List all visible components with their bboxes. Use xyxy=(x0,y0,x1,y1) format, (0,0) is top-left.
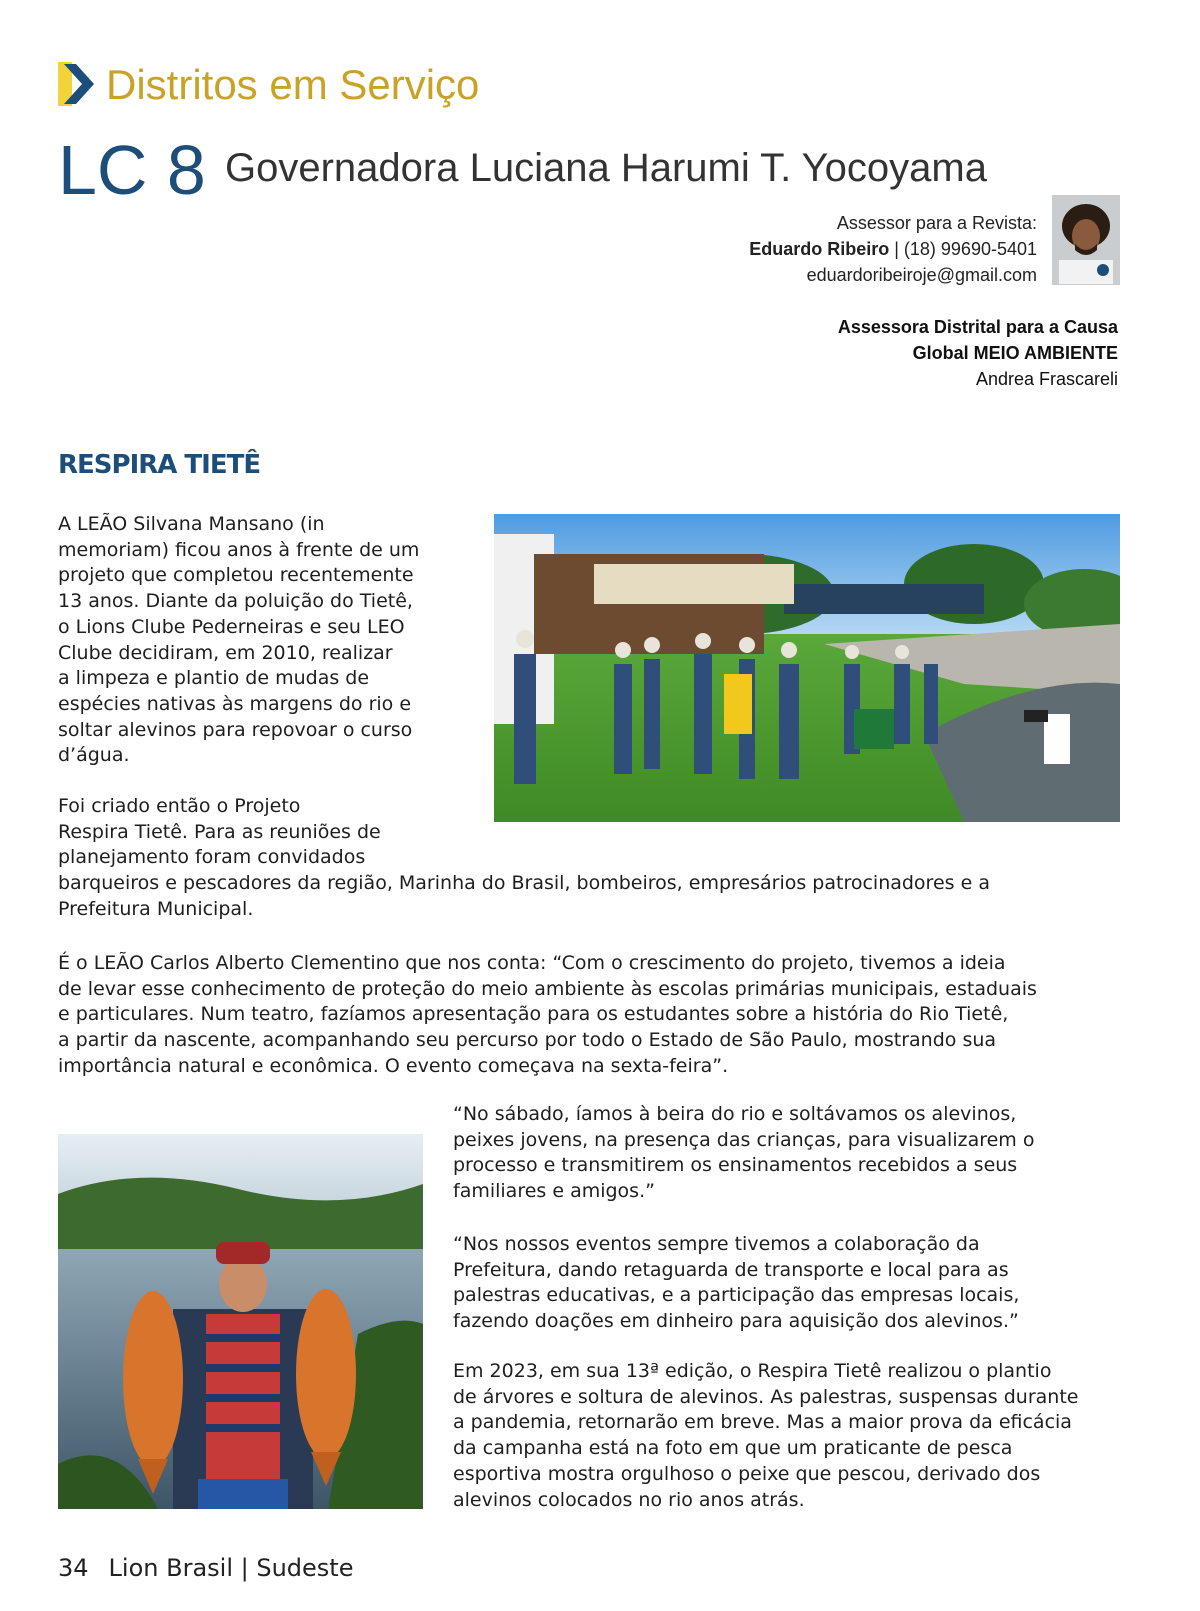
article-paragraph: É o LEÃO Carlos Alberto Clementino que nos conta: “Com o crescimento do projeto, tivemos a ideia de levar esse conhecimento de proteção do meio ambiente às escolas primárias municipais, estaduais e particulares. Num teatro, fazíamos apresentação para os estudantes sobre a história do Rio Tietê, a partir da nascente, acompanhando seu percurso por todo o Estado de São Paulo, mostrando sua importância natural e econômica. O evento começava na sexta-feira”. xyxy=(58,952,1037,1077)
event-photo xyxy=(494,514,1120,822)
environment-advisor-title: Assessora Distrital para a Causa xyxy=(837,317,1118,337)
chevron-right-icon xyxy=(58,62,98,106)
advisor-phone: | (18) 99690-5401 xyxy=(889,239,1037,259)
fisherman-photo xyxy=(58,1134,423,1509)
advisor-label: Assessor para a Revista: xyxy=(836,213,1037,233)
article-paragraph: Foi criado então o Projeto Respira Tietê. Para as reuniões de planejamento foram convidados barqueiros e pescadores da região, Marinha do Brasil, bombeiros, empresários patrocinadores e a Prefeitura Municipal. xyxy=(58,795,990,920)
governor-name: Governadora Luciana Harumi T. Yocoyama xyxy=(225,146,987,190)
article-quote: “Nos nossos eventos sempre tivemos a colaboração da Prefeitura, dando retaguarda de transporte e local para as palestras educativas, e a participação das empresas locais, fazendo doações em dinheiro para aquisição dos alevinos.” xyxy=(453,1233,1020,1333)
article-quote: “No sábado, íamos à beira do rio e soltávamos os alevinos, peixes jovens, na presença das crianças, para visualizarem o processo e transmitirem os ensinamentos recebidos a seus familiares e amigos.” xyxy=(453,1103,1035,1203)
article-paragraph: A LEÃO Silvana Mansano (in memoriam) ficou anos à frente de um projeto que completou recentemente 13 anos. Diante da poluição do Tietê, o Lions Clube Pederneiras e seu LEO Clube decidiram, em 2010, realizar a limpeza e plantio de mudas de espécies nativas às margens do rio e soltar alevinos para repovoar o curso d’água. xyxy=(58,513,420,767)
page-number: 34 xyxy=(58,1554,89,1582)
section-title: Distritos em Serviço xyxy=(106,61,480,108)
environment-advisor-name: Andrea Frascareli xyxy=(975,369,1118,389)
advisor-email: eduardoribeiroje@gmail.com xyxy=(806,265,1037,285)
district-code: LC 8 xyxy=(58,131,206,209)
advisor-photo xyxy=(1052,195,1120,285)
publication-name: Lion Brasil | Sudeste xyxy=(108,1554,354,1582)
environment-advisor-title-cont: Global MEIO AMBIENTE xyxy=(912,343,1118,363)
advisor-contact-line xyxy=(749,236,1037,262)
article-heading: RESPIRA TIETÊ xyxy=(58,450,261,480)
article-paragraph: Em 2023, em sua 13ª edição, o Respira Tietê realizou o plantio de árvores e soltura de alevinos. As palestras, suspensas durante a pandemia, retornarão em breve. Mas a maior prova da eficácia da campanha está na foto em que um praticante de pesca esportiva mostra orgulhoso o peixe que pescou, derivado dos alevinos colocados no rio anos atrás. xyxy=(453,1360,1079,1511)
page-footer xyxy=(58,1554,353,1582)
advisor-name: Eduardo Ribeiro xyxy=(749,239,890,259)
